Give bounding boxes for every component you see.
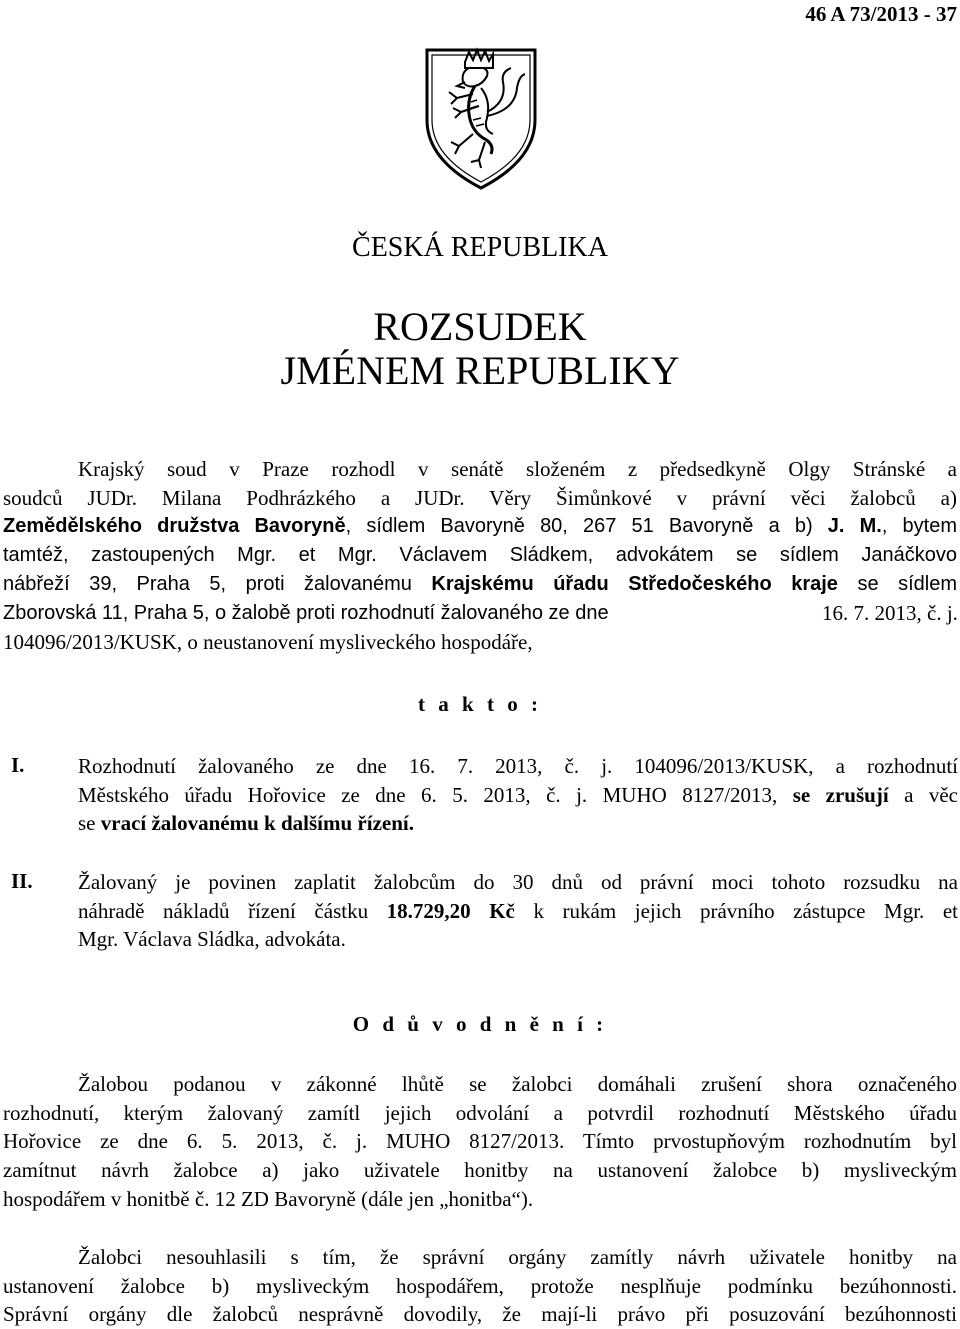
case-number: 46 A 73/2013 - 37 (805, 2, 957, 26)
verdict-item-number: I. (11, 753, 25, 777)
reasoning-p1-line: Žalobou podanou v zákonné lhůtě se žalobci domáhali zrušení shora označeného (78, 1072, 957, 1096)
verdict-item-2-line-3: Mgr. Václava Sládka, advokáta. (78, 927, 346, 951)
verdict-item-number: II. (11, 869, 33, 893)
intro-line-4: tamtéž, zastoupených Mgr. et Mgr. Václavem Sládkem, advokátem se sídlem Janáčkovo (3, 544, 957, 566)
reasoning-p1-line: rozhodnutí, kterým žalovaný zamítl jejich odvolání a potvrdil rozhodnutí Městského úřadu (3, 1101, 957, 1125)
reasoning-p2-line: Správní orgány dle žalobců nesprávně dovodily, že mají-li právo při posuzování bezúhonnosti (3, 1302, 957, 1326)
reasoning-p1-line: hospodářem v honitbě č. 12 ZD Bavoryně (dále jen „honitba“). (3, 1187, 534, 1211)
intro-line-6a: Zborovská 11, Praha 5, o žalobě proti rozhodnutí žalovaného ze dne (3, 602, 609, 624)
czech-coat-of-arms-icon (421, 42, 541, 192)
verdict-item-2-line-1: Žalovaný je povinen zaplatit žalobcům do 30 dnů od právní moci tohoto rozsudku na (78, 870, 958, 894)
country-name: ČESKÁ REPUBLIKA (352, 232, 608, 263)
plaintiff-a-name: Zemědělského družstva Bavoryně (3, 515, 346, 537)
intro-line-6b: 16. 7. 2013, č. j. (822, 601, 958, 625)
verdict-item-2-line-2: náhradě nákladů řízení částku 18.729,20 Kč k rukám jejich právního zástupce Mgr. et (78, 899, 958, 923)
intro-line-3: Zemědělského družstva Bavoryně, sídlem Bavoryně 80, 267 51 Bavoryně a b) J. M., bytem (3, 515, 957, 537)
reasoning-p2-line: ustanovení žalobce b) mysliveckým hospodářem, protože nesplňuje podmínku bezúhonnosti. (3, 1274, 957, 1298)
verdict-item-1-line-3: se vrací žalovanému k dalšímu řízení. (78, 811, 414, 835)
verdict-title-line2: JMÉNEM REPUBLIKY (280, 348, 680, 393)
reasoning-p1-line: zamítnut návrh žalobce a) jako uživatele honitby na ustanovení žalobce b) mysliveckým (3, 1158, 957, 1182)
reasoning-p2-line: Žalobci nesouhlasili s tím, že správní orgány zamítly návrh uživatele honitby na (78, 1245, 957, 1269)
verdict-item-1-line-2: Městského úřadu Hořovice ze dne 6. 5. 2013, č. j. MUHO 8127/2013, se zrušují a věc (78, 783, 958, 807)
reasoning-heading: O d ů v o d n ě n í : (352, 1012, 608, 1036)
intro-line-5: nábřeží 39, Praha 5, proti žalovanému Krajskému úřadu Středočeského kraje se sídlem (3, 573, 957, 595)
plaintiff-b-name: J. M. (827, 515, 882, 537)
intro-line-1: Krajský soud v Praze rozhodl v senátě složeném z předsedkyně Olgy Stránské a (78, 457, 957, 481)
defendant-name: Krajskému úřadu Středočeského kraje (431, 573, 838, 595)
verdict-title-line1: ROZSUDEK (373, 304, 587, 349)
intro-line-7: 104096/2013/KUSK, o neustanovení mysliveckého hospodáře, (3, 630, 533, 654)
verdict-item-1-line-1: Rozhodnutí žalovaného ze dne 16. 7. 2013, č. j. 104096/2013/KUSK, a rozhodnutí (78, 754, 958, 778)
takto-heading: t a k t o : (418, 692, 542, 716)
reasoning-p1-line: Hořovice ze dne 6. 5. 2013, č. j. MUHO 8127/2013. Tímto prvostupňovým rozhodnutím byl (3, 1129, 957, 1153)
intro-line-2: soudců JUDr. Milana Podhrázkého a JUDr. Věry Šimůnkové v právní věci žalobců a) (3, 486, 957, 510)
